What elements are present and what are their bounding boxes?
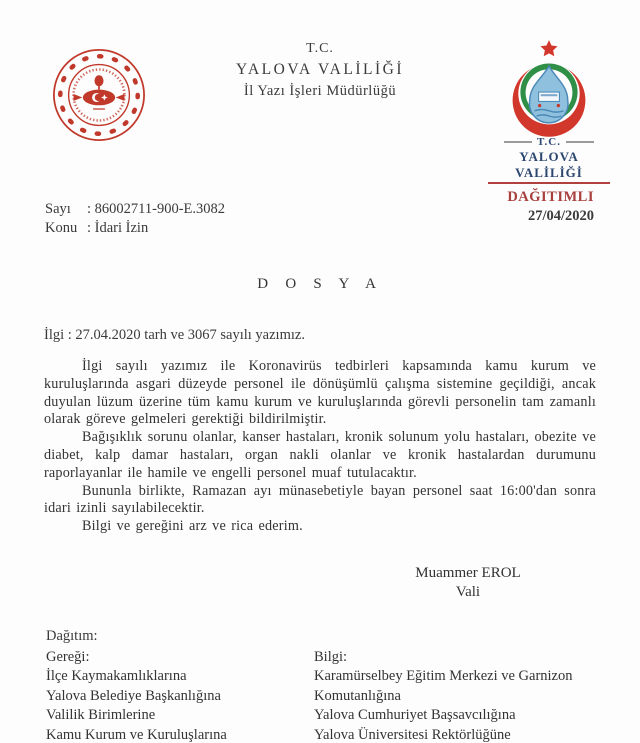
sayi-label: Sayı (45, 201, 71, 217)
bilgi-item: Karamürselbey Eğitim Merkezi ve Garnizon Komutanlığına (314, 668, 573, 704)
geregi-item: Kamu Kurum ve Kuruluşlarına (46, 726, 227, 743)
distribution-geregi-column (46, 648, 314, 743)
bilgi-item: Yalova Cumhuriyet Başsavcılığına (314, 707, 516, 724)
letterhead-dept: İl Yazı İşleri Müdürlüğü (243, 83, 397, 100)
konu-value: : İdari İzin (87, 219, 149, 236)
document-date: 27/04/2020 (527, 207, 594, 224)
geregi-item: Yalova Belediye Başkanlığına (46, 687, 221, 704)
geregi-item: Valilik Birimlerine (46, 707, 156, 724)
document-meta (45, 200, 225, 238)
body-paragraph-3: Bununla birlikte, Ramazan ayı münasebetiyle bayan personel saat 16:00'dan sonra idari izinli sayılabilecektir. (44, 482, 596, 517)
body-paragraph-4: Bilgi ve gereğini arz ve rica ederim. (82, 518, 303, 535)
logo-dash-right (566, 141, 594, 143)
logo-name-label: YALOVA VALİLİĞİ (488, 149, 610, 184)
signature-block (388, 564, 548, 602)
konu-row (45, 219, 225, 238)
yalova-crest-icon (497, 40, 601, 140)
signer-title: Vali (455, 583, 481, 600)
signer-name: Muammer EROL (415, 565, 521, 581)
body-paragraph-1: İlgi sayılı yazımız ile Koronavirüs tedbirleri kapsamında kamu kurum ve kuruluşlarında asgari düzeyde personel ile dönüşümlü çalışma sistemine geçildiği, ancak duyulan lüzum üzerine tüm kamu kurum ve kuruluşlarında görevli personelin tam zamanlı olarak göreve gelmeleri gerektiği bildirilmiştir. (44, 358, 596, 428)
distribution-title: Dağıtım: (46, 628, 98, 644)
bilgi-label: Bilgi: (314, 649, 348, 665)
yalova-governorship-logo (488, 40, 610, 184)
distribution-mark: DAĞITIMLI (507, 189, 594, 205)
sayi-value: : 86002711-900-E.3082 (87, 201, 226, 217)
subject-line: D O S Y A (257, 276, 383, 292)
distribution-bilgi-column (314, 648, 596, 743)
geregi-label: Gereği: (46, 649, 90, 665)
distribution-columns (46, 648, 596, 743)
konu-label: Konu (45, 219, 78, 236)
letterhead-tc: T.C. (306, 41, 334, 56)
body-paragraph-2: Bağışıklık sorunu olanlar, kanser hastaları, kronik solunum yolu hastaları, obezite ve diabet, kalp damar hastaları, organ nakli olanlar ve kronik hastalardan durumunu raporlayanlar ile hamile ve engelli personel muaf tutulacaktır. (44, 429, 596, 481)
distribution-mark-block (507, 188, 594, 226)
bilgi-item: Yalova Üniversitesi Rektörlüğüne (314, 726, 511, 743)
letter-body (44, 358, 596, 536)
letterhead-org: YALOVA VALİLİĞİ (236, 61, 404, 79)
logo-tc-row (488, 136, 610, 148)
sayi-row (45, 200, 225, 219)
logo-dash-left (504, 141, 532, 143)
logo-tc-label: T.C. (537, 136, 561, 148)
reference-line: İlgi : 27.04.2020 tarh ve 3067 sayılı yazımız. (44, 327, 305, 343)
geregi-item: İlçe Kaymakamlıklarına (46, 668, 187, 685)
